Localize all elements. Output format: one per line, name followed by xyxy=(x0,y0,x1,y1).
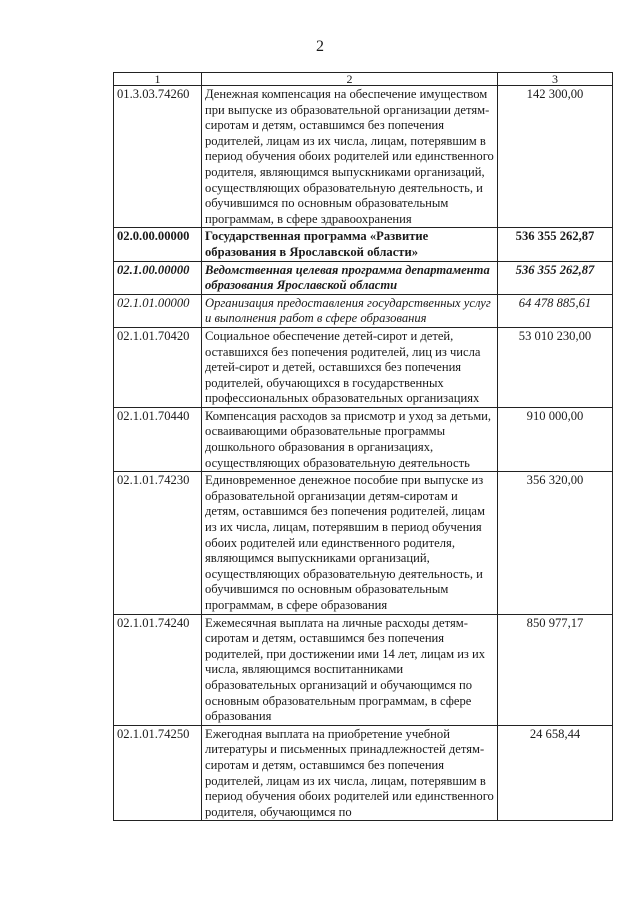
row-amount: 536 355 262,87 xyxy=(498,261,613,294)
row-code: 02.1.00.00000 xyxy=(114,261,202,294)
row-code: 02.1.01.70440 xyxy=(114,407,202,471)
table-row xyxy=(114,407,613,471)
table-row xyxy=(114,614,613,725)
header-cell-name: 2 xyxy=(202,73,498,86)
table-row xyxy=(114,261,613,294)
budget-table xyxy=(113,72,613,821)
row-code: 02.1.01.74240 xyxy=(114,614,202,725)
row-name: Ведомственная целевая программа департамента образования Ярославской области xyxy=(202,261,498,294)
row-amount: 850 977,17 xyxy=(498,614,613,725)
row-name: Ежемесячная выплата на личные расходы детям-сиротам и детям, оставшимся без попечения родителей, при достижении ими 14 лет, лицам из их числа, являющимся воспитанниками образовательных организаций и обучающимся по основным образовательным программам, в сфере образования xyxy=(202,614,498,725)
table-row xyxy=(114,327,613,407)
header-cell-amount: 3 xyxy=(498,73,613,86)
row-name: Организация предоставления государственных услуг и выполнения работ в сфере образования xyxy=(202,294,498,327)
header-cell-code: 1 xyxy=(114,73,202,86)
table-row xyxy=(114,472,613,614)
table-row xyxy=(114,725,613,821)
row-name: Единовременное денежное пособие при выпуске из образовательной организации детям-сиротам и детям, оставшимся без попечения родителей, лицам из их числа, лицам, потерявшим в период обучения обоих родителей или единственного родителя, являющимся выпускниками организаций, осуществляющих образовательную деятельность, и обучившимся по основным образовательным программам, в сфере образования xyxy=(202,472,498,614)
table-header-row xyxy=(114,73,613,86)
row-code: 02.1.01.74250 xyxy=(114,725,202,821)
row-code: 01.3.03.74260 xyxy=(114,86,202,228)
row-name: Денежная компенсация на обеспечение имуществом при выпуске из образовательной организации детям-сиротам и детям, оставшимся без попечения родителей, лицам из их числа, лицам, потерявшим в период обучения обоих родителей или единственного родителя, являющимся выпускниками организаций, осуществляющих образовательную деятельность, и обучившимся по основным образовательным программам, в сфере здравоохранения xyxy=(202,86,498,228)
row-amount: 142 300,00 xyxy=(498,86,613,228)
row-amount: 24 658,44 xyxy=(498,725,613,821)
row-name: Социальное обеспечение детей-сирот и детей, оставшихся без попечения родителей, лиц из числа детей-сирот и детей, оставшихся без попечения родителей, обучающихся в государственных профессиональных образовательных организациях xyxy=(202,327,498,407)
page-number: 2 xyxy=(316,38,324,55)
row-amount: 356 320,00 xyxy=(498,472,613,614)
row-name: Ежегодная выплата на приобретение учебной литературы и письменных принадлежностей детям-сиротам и детям, оставшимся без попечения родителей, лицам из их числа, лицам, потерявшим в период обучения обоих родителей или единственного родителя, обучающимся по xyxy=(202,725,498,821)
row-amount: 910 000,00 xyxy=(498,407,613,471)
row-amount: 53 010 230,00 xyxy=(498,327,613,407)
row-code: 02.1.01.00000 xyxy=(114,294,202,327)
row-name: Компенсация расходов за присмотр и уход за детьми, осваивающими образовательные программы дошкольного образования в организациях, осуществляющих образовательную деятельность xyxy=(202,407,498,471)
row-name: Государственная программа «Развитие образования в Ярославской области» xyxy=(202,228,498,261)
table-row xyxy=(114,228,613,261)
table-row xyxy=(114,294,613,327)
row-code: 02.1.01.70420 xyxy=(114,327,202,407)
table-row xyxy=(114,86,613,228)
row-code: 02.1.01.74230 xyxy=(114,472,202,614)
row-amount: 64 478 885,61 xyxy=(498,294,613,327)
row-amount: 536 355 262,87 xyxy=(498,228,613,261)
row-code: 02.0.00.00000 xyxy=(114,228,202,261)
